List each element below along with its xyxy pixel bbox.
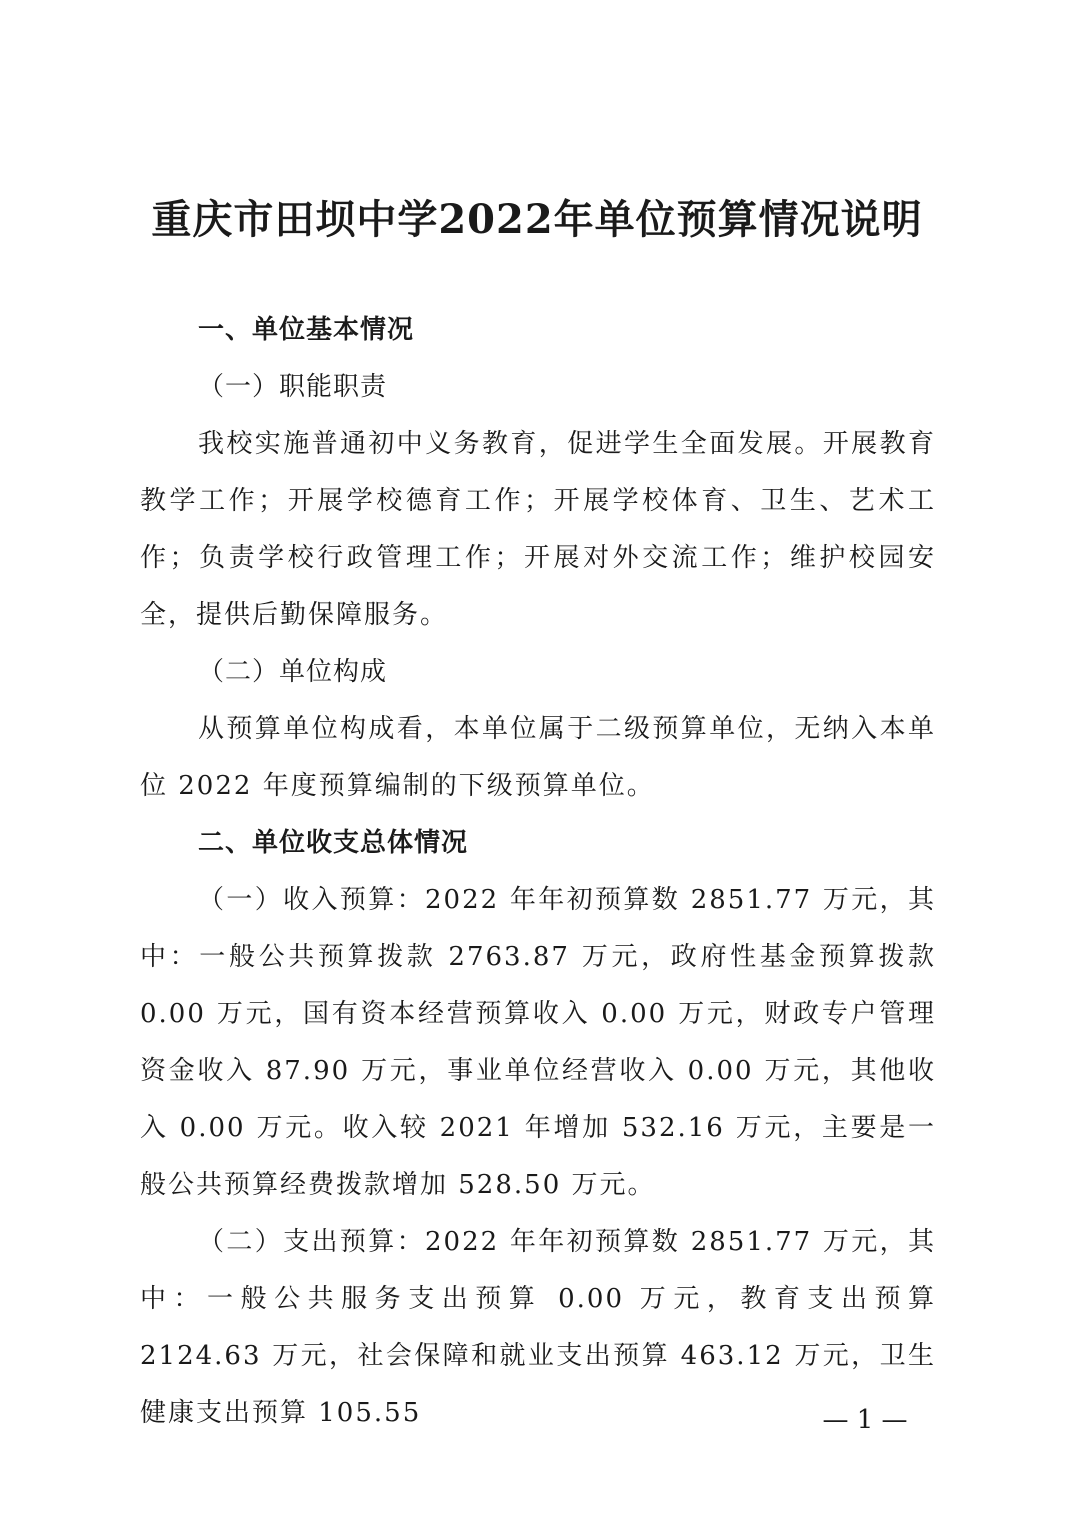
page-number: — 1 — <box>822 1405 908 1435</box>
subsection-heading-composition: （二）单位构成 <box>198 657 388 687</box>
paragraph-income-budget: （一）收入预算：2022 年年初预算数 2851.77 万元，其中：一般公共预算拨款 2763.87 万元，政府性基金预算拨款 0.00 万元，国有资本经营预算收入 0.00 万元，财政专户管理资金收入 87.90 万元，事业单位经营收入 0.00 万元，其他收入 0.00 万元。收入较 2021 年增加 532.16 万元，主要是一般公共预算经费拨款增加 528.50 万元。 <box>140 885 936 1200</box>
document-title: 重庆市田坝中学2022年单位预算情况说明 <box>151 196 923 243</box>
section-heading-budget-overview: 二、单位收支总体情况 <box>198 828 469 858</box>
paragraph-expense-budget: （二）支出预算：2022 年年初预算数 2851.77 万元，其中：一般公共服务支出预算 0.00 万元，教育支出预算 2124.63 万元，社会保障和就业支出预算 463.12 万元，卫生健康支出预算 105.55 <box>140 1227 936 1428</box>
paragraph-functions: 我校实施普通初中义务教育，促进学生全面发展。开展教育教学工作；开展学校德育工作；开展学校体育、卫生、艺术工作；负责学校行政管理工作；开展对外交流工作；维护校园安全，提供后勤保障服务。 <box>140 429 936 630</box>
document-body <box>140 302 936 1442</box>
section-heading-basic-info: 一、单位基本情况 <box>198 315 415 345</box>
subsection-heading-functions: （一）职能职责 <box>198 372 388 402</box>
paragraph-composition: 从预算单位构成看，本单位属于二级预算单位，无纳入本单位 2022 年度预算编制的下级预算单位。 <box>140 714 936 801</box>
